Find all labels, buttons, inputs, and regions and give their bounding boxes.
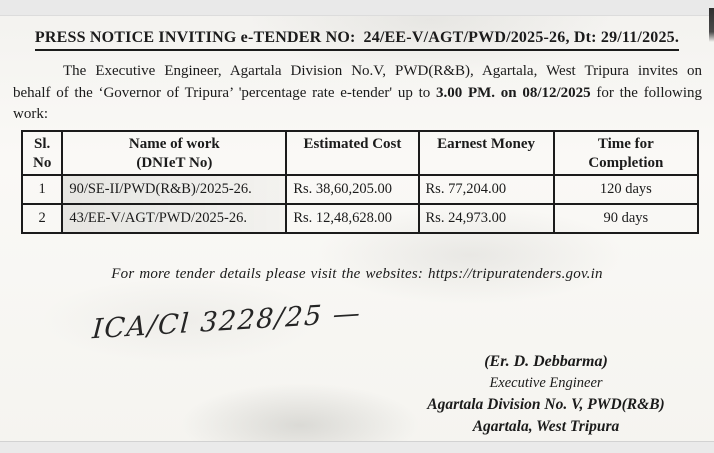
header-name-of-work <box>62 131 286 175</box>
table-header-row <box>22 131 698 175</box>
header-line: Name of work <box>128 136 220 152</box>
header-line: No <box>33 155 52 171</box>
intro-conjunction: on <box>500 84 517 101</box>
notice-title <box>0 29 714 51</box>
intro-text-end: for the following work: <box>13 84 703 122</box>
cell-earnest-money: Rs. 24,973.00 <box>419 204 554 233</box>
signature-block <box>388 351 704 437</box>
signatory-designation: Executive Engineer <box>489 374 603 391</box>
cell-time-for-completion: 120 days <box>554 175 698 204</box>
tender-closing-time: 3.00 PM. <box>435 84 496 101</box>
website-note: For more tender details please visit the websites: https://tripuratenders.gov.in <box>111 266 603 282</box>
handwritten-reference-number: ICA/Cl 3228/25 — <box>91 297 363 346</box>
header-estimated-cost <box>286 131 418 175</box>
header-line: Estimated Cost <box>303 136 402 152</box>
cell-name-of-work: 90/SE-II/PWD(R&B)/2025-26. <box>62 175 286 204</box>
header-time-for-completion <box>554 131 698 175</box>
header-line: Time for <box>597 136 654 152</box>
cell-sl-no: 1 <box>22 175 62 204</box>
tender-date: 29/11/2025. <box>600 29 680 46</box>
tender-number: 24/EE-V/AGT/PWD/2025-26, <box>363 29 570 46</box>
notice-title-prefix: PRESS NOTICE INVITING e-TENDER NO: <box>34 29 356 46</box>
table-row <box>22 204 698 233</box>
tender-works-table <box>21 130 699 234</box>
scan-edge-top-band <box>0 0 714 16</box>
intro-paragraph <box>13 61 702 126</box>
header-earnest-money <box>419 131 554 175</box>
scan-edge-bottom-band <box>0 441 714 453</box>
header-line: Completion <box>588 155 664 171</box>
cell-time-for-completion: 90 days <box>554 204 698 233</box>
intro-text-start: The Executive Engineer, Agartala Division No.V, PWD(R&B), Agartala, West Tripura invites on behalf of the ‘Governor of Tripura’ 'percentage rate e-tender' up to <box>13 63 702 101</box>
tender-closing-date: 08/12/2025 <box>522 84 591 101</box>
cell-estimated-cost: Rs. 38,60,205.00 <box>286 175 418 204</box>
signatory-name: (Er. D. Debbarma) <box>484 353 608 370</box>
cell-estimated-cost: Rs. 12,48,628.00 <box>286 204 418 233</box>
cell-sl-no: 2 <box>22 204 62 233</box>
header-line: Sl. <box>34 136 51 152</box>
header-line: (DNIeT No) <box>136 155 213 171</box>
signatory-place: Agartala, West Tripura <box>472 417 620 435</box>
tender-date-label: Dt: <box>573 29 597 46</box>
cell-earnest-money: Rs. 77,204.00 <box>419 175 554 204</box>
header-sl-no <box>22 131 62 175</box>
cell-name-of-work: 43/EE-V/AGT/PWD/2025-26. <box>62 204 286 233</box>
table-row <box>22 175 698 204</box>
header-line: Earnest Money <box>437 136 536 152</box>
signatory-office: Agartala Division No. V, PWD(R&B) <box>427 396 665 413</box>
notice-title-underlined <box>35 29 679 51</box>
